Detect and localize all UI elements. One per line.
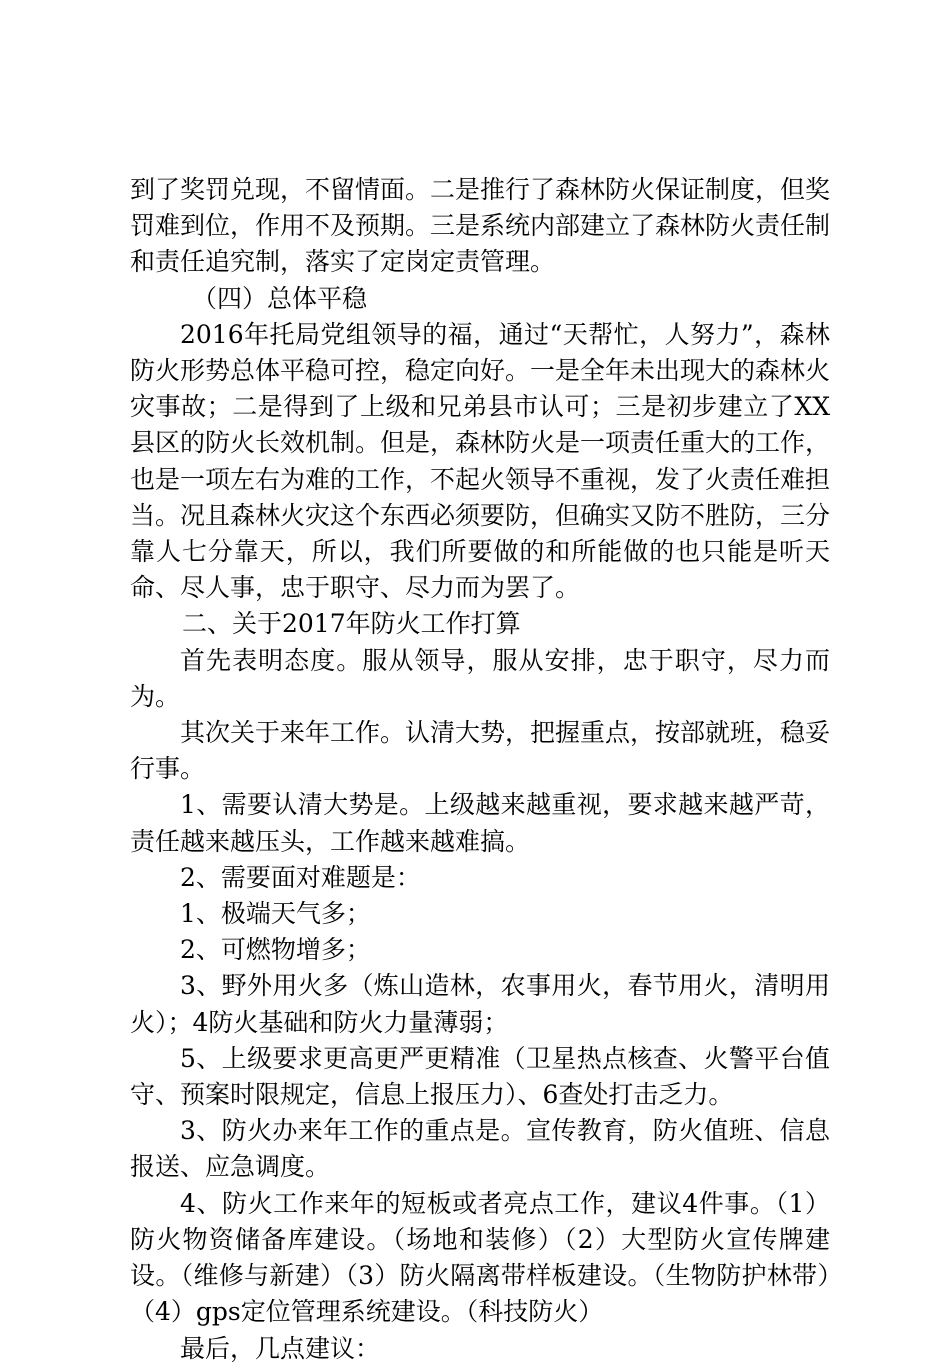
paragraph-item-four-tasks: 4、防火工作来年的短板或者亮点工作，建议4件事。（1）防火物资储备库建设。（场地和装修）（2）大型防火宣传牌建设。（维修与新建）（3）防火隔离带样板建设。（生物防护林带）（4）gps定位管理系统建设。（科技防火） xyxy=(130,1188,830,1327)
section-heading-2017-plan: 二、关于2017年防火工作打算 xyxy=(182,609,521,639)
paragraph-continuation: 到了奖罚兑现，不留情面。二是推行了森林防火保证制度，但奖罚难到位，作用不及预期。三是系统内部建立了森林防火责任制和责任追究制，落实了定岗定责管理。 xyxy=(130,175,831,277)
paragraph-subitem-fire-use: 3、野外用火多（炼山造林，农事用火，春节用火，清明用火）；4防火基础和防火力量薄弱； xyxy=(130,971,830,1037)
section-heading-overall-stable: （四）总体平稳 xyxy=(192,283,368,313)
paragraph-attitude: 首先表明态度。服从领导，服从安排，忠于职守，尽力而为。 xyxy=(130,645,830,711)
paragraph-subitem-weather: 1、极端天气多； xyxy=(180,899,371,929)
document-body xyxy=(130,172,830,1367)
paragraph-item-difficulties: 2、需要面对难题是： xyxy=(180,862,421,892)
paragraph-suggestions: 最后，几点建议： xyxy=(180,1333,381,1363)
paragraph-2016-summary: 2016年托局党组领导的福，通过“天帮忙，人努力”，森林防火形势总体平稳可控，稳定向好。一是全年未出现大的森林火灾事故；二是得到了上级和兄弟县市认可；三是初步建立了XX县区的防火长效机制。但是，森林防火是一项责任重大的工作，也是一项左右为难的工作，不起火领导不重视，发了火责任难担当。况且森林火灾这个东西必须要防，但确实又防不胜防，三分靠人七分靠天，所以，我们所要做的和所能做的也只能是听天命、尽人事，忠于职守、尽力而为罢了。 xyxy=(130,319,831,603)
paragraph-item-trend: 1、需要认清大势是。上级越来越重视，要求越来越严苛，责任越来越压头，工作越来越难搞。 xyxy=(130,790,830,856)
paragraph-next-year-work: 其次关于来年工作。认清大势，把握重点，按部就班，稳妥行事。 xyxy=(130,718,831,784)
paragraph-subitem-requirements: 5、上级要求更高更严更精准（卫星热点核查、火警平台值守、预案时限规定，信息上报压力）、6查处打击乏力。 xyxy=(130,1043,830,1110)
paragraph-item-key-work: 3、防火办来年工作的重点是。宣传教育，防火值班、信息报送、应急调度。 xyxy=(130,1116,830,1182)
paragraph-subitem-fuel: 2、可燃物增多； xyxy=(180,935,371,965)
